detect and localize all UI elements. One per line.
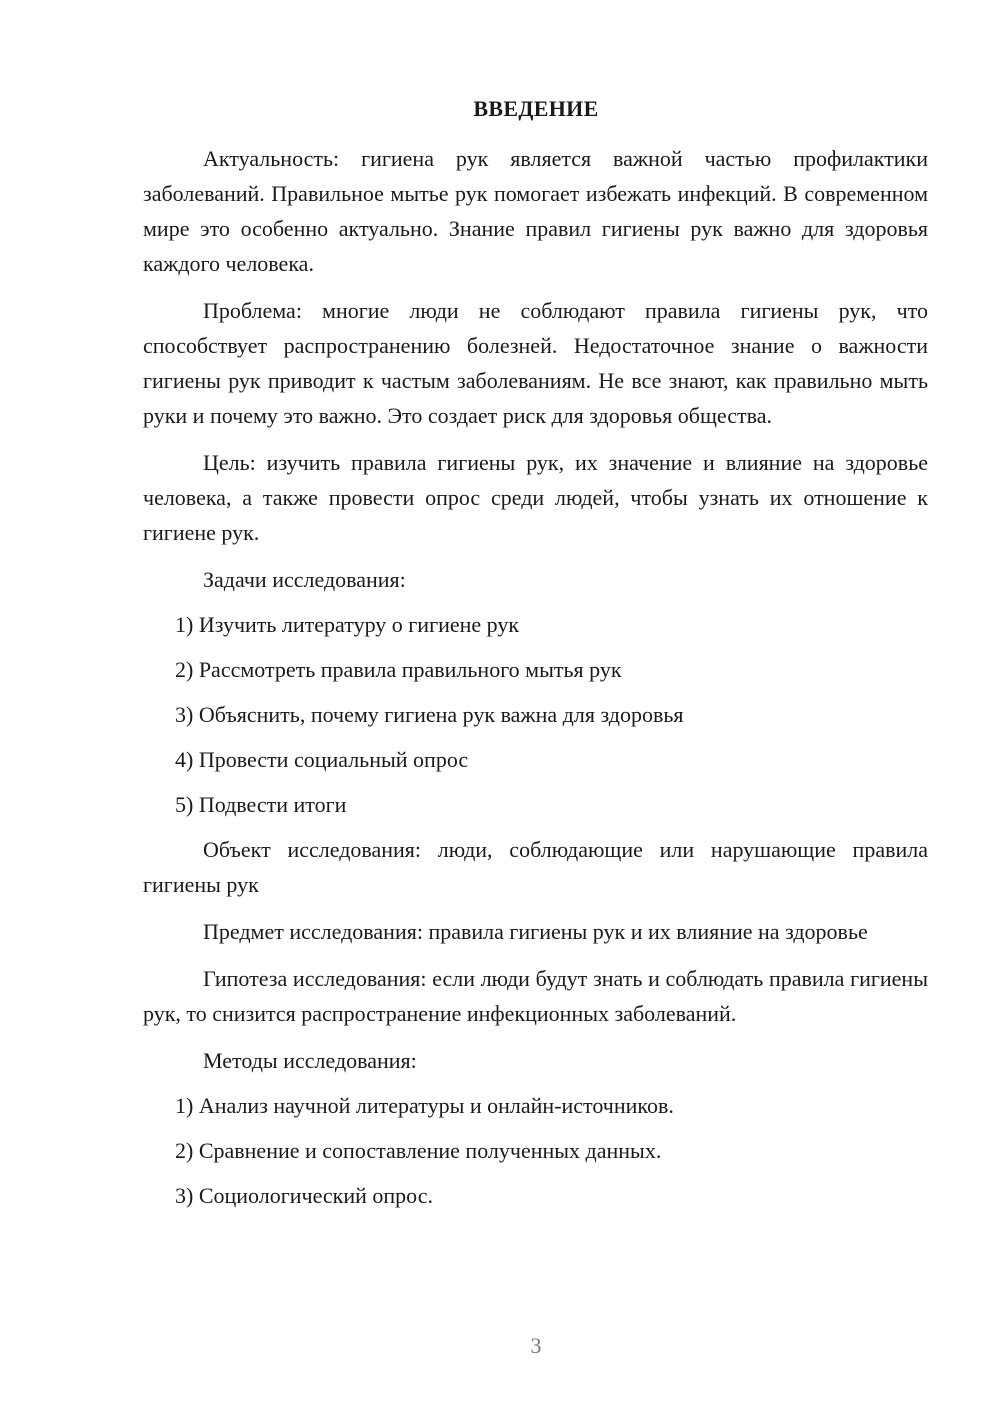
problem-paragraph: Проблема: многие люди не соблюдают правила гигиены рук, что способствует распространению болезней. Недостаточное знание о важности гигиены рук приводит к частым заболеваниям. Не все знают, как правильно мыть руки и почему это важно. Это создает риск для здоровья общества. <box>143 298 928 428</box>
subject-paragraph: Предмет исследования: правила гигиены рук и их влияние на здоровье <box>203 919 868 944</box>
page-number: 3 <box>530 1333 542 1358</box>
tasks-list-item: 5) Подвести итоги <box>175 792 347 817</box>
hypothesis-paragraph: Гипотеза исследования: если люди будут знать и соблюдать правила гигиены рук, то снизится распространение инфекционных заболеваний. <box>143 966 928 1026</box>
object-paragraph: Объект исследования: люди, соблюдающие или нарушающие правила гигиены рук <box>143 837 928 897</box>
tasks-list-item: 4) Провести социальный опрос <box>175 747 469 772</box>
document-body <box>143 141 928 1223</box>
relevance-paragraph: Актуальность: гигиена рук является важной частью профилактики заболеваний. Правильное мытье рук помогает избежать инфекций. В современном мире это особенно актуально. Знание правил гигиены рук важно для здоровья каждого человека. <box>143 146 928 276</box>
tasks-list <box>143 607 928 822</box>
goal-paragraph: Цель: изучить правила гигиены рук, их значение и влияние на здоровье человека, а также провести опрос среди людей, чтобы узнать их отношение к гигиене рук. <box>143 450 928 545</box>
tasks-list-item: 1) Изучить литературу о гигиене рук <box>175 612 520 637</box>
tasks-list-item: 2) Рассмотреть правила правильного мытья рук <box>175 657 622 682</box>
tasks-list-item: 3) Объяснить, почему гигиена рук важна для здоровья <box>175 702 684 727</box>
methods-label: Методы исследования: <box>203 1048 417 1073</box>
page-title: ВВЕДЕНИЕ <box>473 96 599 121</box>
methods-list-item: 2) Сравнение и сопоставление полученных данных. <box>175 1138 662 1163</box>
methods-list <box>143 1088 928 1213</box>
tasks-label: Задачи исследования: <box>203 567 406 592</box>
methods-list-item: 3) Социологический опрос. <box>175 1183 433 1208</box>
methods-list-item: 1) Анализ научной литературы и онлайн-источников. <box>175 1093 674 1118</box>
